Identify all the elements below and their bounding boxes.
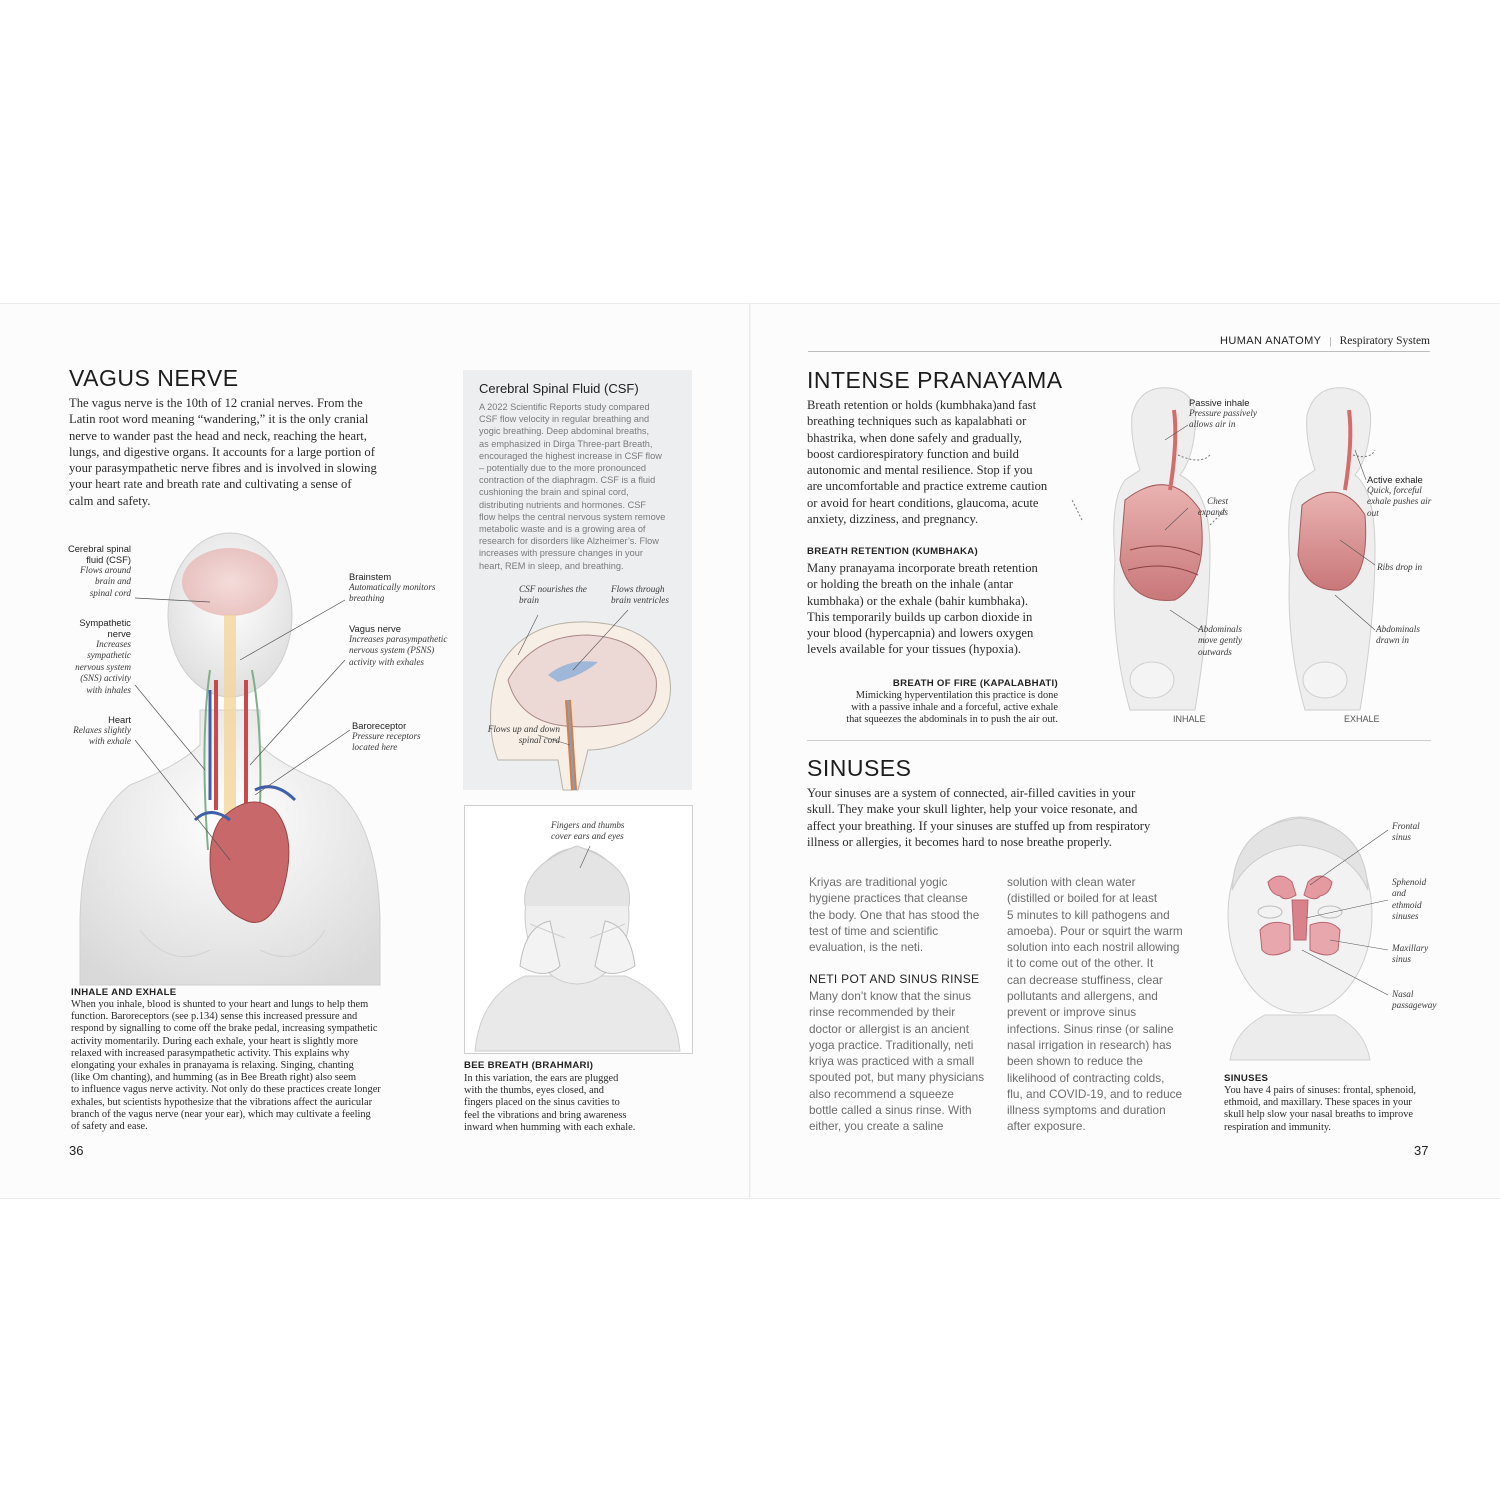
header-divider: | [1329, 335, 1332, 347]
label-csf-nourishes: CSF nourishes the brain [519, 584, 587, 606]
label-abdominals-out: Abdominals move gently outwards [1198, 624, 1243, 657]
inhale-exhale-body: When you inhale, blood is shunted to your heart and lungs to help them function. Baroreceptors (see p.134) sense this increased pressure and respond by signalling to come off the brake pedal, increasing sympathetic activity momentarily. During each exhale, your heart is slightly more relaxed with increased parasympathetic activity. This explains why elongating your exhales in pranayama is relaxing. Singing, chanting (like Om chanting), and humming (as in Bee Breath right) also seem to influence vagus nerve activity. Not only do these practices create longer exhales, but scientists hypothesize that the vibrations affect the auricular branch of the vagus nerve (near your ear), which may cultivate a feeling of safety and ease. [71, 999, 381, 1133]
header-subsection: Respiratory System [1339, 335, 1430, 347]
csf-box-title: Cerebral Spinal Fluid (CSF) [479, 381, 639, 396]
label-brainstem: Brainstem Automatically monitors breathing [349, 571, 436, 604]
sinuses-col2: solution with clean water (distilled or boiled for at least 5 minutes to kill pathogens and amoeba). Pour or squirt the warm solution into each nostril allowing it to come out of the other. It can decrease stuffiness, clear pollutants and allergens, and prevent or improve sinus infections. Sinus rinse (or saline nasal irrigation in research) has been shown to reduce the likelihood of contracting colds, flu, and COVID-19, and to reduce illness symptoms and duration after exposure. [1007, 875, 1183, 1134]
label-heart: Heart Relaxes slightly with exhale [73, 714, 131, 747]
pranayama-title: INTENSE PRANAYAMA [807, 367, 1063, 393]
page-number-left: 36 [69, 1143, 84, 1158]
bee-breath-body: In this variation, the ears are plugged with the thumbs, eyes closed, and fingers placed on the sinus cavities to feel the vibrations and bring awareness inward when humming with each exhale. [464, 1073, 636, 1133]
label-baroreceptor: Baroreceptor Pressure receptors located here [352, 720, 421, 753]
label-chest-expands: Chest expands [1197, 496, 1228, 518]
pranayama-body: Breath retention or holds (kumbhaka)and fast breathing techniques such as kapalabhati or bhastrika, when done safely and gradually, boost cardiorespiratory function and build autonomic and mental resilience. Stop if you are uncomfortable and practice extreme caution or avoid for heart conditions, glaucoma, acute anxiety, dizziness, and pregnancy. [807, 398, 1048, 527]
running-header [808, 331, 1430, 352]
label-sphenoid-ethmoid: Sphenoid and ethmoid sinuses [1392, 877, 1427, 922]
sinus-face-figure [1210, 800, 1390, 1070]
vagus-body: The vagus nerve is the 10th of 12 cranial nerves. From the Latin root word meaning “wandering,” it is the only cranial nerve to wander past the head and neck, reaching the heart, lungs, and digestive organs. It accounts for a large portion of your parasympathetic nerve fibres and is involved in slowing your heart rate and breath rate and cultivating a sense of calm and safety. [69, 396, 377, 508]
label-ribs-drop: Ribs drop in [1377, 562, 1423, 572]
sinuses-col1: Kriyas are traditional yogic hygiene practices that cleanse the body. One that has stood the test of time and scientific evaluation, is the neti. [809, 875, 980, 955]
label-brain-ventricles: Flows through brain ventricles [611, 584, 669, 606]
label-fingers-thumbs: Fingers and thumbs cover ears and eyes [551, 820, 625, 842]
sinuses-body: Your sinuses are a system of connected, air-filled cavities in your skull. They make your skull lighter, help your voice resonate, and affect your breathing. If your sinuses are stuffed up from respiratory illness or allergies, it becomes hard to nose breathe properly. [807, 786, 1151, 849]
label-nasal-passageway: Nasal passageway [1392, 989, 1437, 1011]
page-number-right: 37 [1414, 1143, 1429, 1158]
label-spinal-cord: Flows up and down spinal cord [487, 724, 560, 746]
fire-heading: BREATH OF FIRE (KAPALABHATI) [892, 678, 1058, 689]
bee-breath-heading: BEE BREATH (BRAHMARI) [464, 1060, 594, 1071]
sinuses-title: SINUSES [807, 755, 912, 781]
csf-box-body: A 2022 Scientific Reports study compared CSF flow velocity in regular breathing and yogic breathing. Deep abdominal breaths, as emphasized in Dirga Three-part Breath, encouraged the highest increase in CSF flow – potentially due to the more pronounced contraction of the diaphragm. CSF is a fluid cushioning the brain and spinal cord, distributing nutrients and hormones. CSF flow helps the central nervous system remove metabolic waste and is a growing area of research for disorders like Alzheimer’s. Flow increases with pressure changes in your heart, REM in sleep, and breathing. [479, 402, 666, 571]
book-gutter [749, 303, 751, 1197]
neti-heading: NETI POT AND SINUS RINSE [809, 972, 980, 986]
label-abdominals-in: Abdominals drawn in [1376, 624, 1420, 646]
header-section: HUMAN ANATOMY [1220, 335, 1322, 347]
section-divider [807, 740, 1431, 741]
label-vagus-nerve: Vagus nerve Increases parasympathetic nervous system (PSNS) activity with exhales [349, 623, 448, 667]
label-csf: Cerebral spinal fluid (CSF) Flows around brain and spinal cord [67, 543, 131, 598]
label-active-exhale: Active exhale Quick, forceful exhale pushes air out [1367, 474, 1432, 518]
retention-body: Many pranayama incorporate breath retention or holding the breath on the inhale (antar kumbhaka) or the exhale (bahir kumbhaka). This temporarily builds up carbon dioxide in your blood (hypercapnia) and lowers oxygen levels available for your tissues (hypoxia). [807, 561, 1038, 657]
inhale-exhale-heading: INHALE AND EXHALE [71, 987, 177, 998]
fire-body: Mimicking hyperventilation this practice is done with a passive inhale and a forceful, active exhale that squeezes the abdominals in to push the air out. [846, 690, 1058, 726]
caption-exhale: EXHALE [1344, 714, 1380, 724]
vagus-title: VAGUS NERVE [69, 365, 239, 391]
sinuses-caption-heading: SINUSES [1224, 1073, 1269, 1084]
label-maxillary-sinus: Maxillary sinus [1392, 943, 1429, 965]
retention-heading: BREATH RETENTION (KUMBHAKA) [807, 546, 979, 557]
caption-inhale: INHALE [1173, 714, 1206, 724]
label-frontal-sinus: Frontal sinus [1392, 821, 1420, 843]
label-sympathetic: Sympathetic nerve Increases sympathetic nervous system (SNS) activity with inhales [75, 617, 131, 695]
brain-csf-diagram [478, 600, 683, 790]
sinuses-col1b: Many don’t know that the sinus rinse recommended by their doctor or allergist is an ancient yoga practice. Traditionally, neti kriya was practiced with a small spouted pot, but many physicians also recommend a squeeze bottle called a sinus rinse. With either, you create a saline [809, 989, 985, 1134]
label-passive-inhale: Passive inhale Pressure passively allows air in [1189, 397, 1257, 430]
sinuses-caption-body: You have 4 pairs of sinuses: frontal, sphenoid, ethmoid, and maxillary. These spaces in your skull help slow your nasal breaths to improve respiration and immunity. [1224, 1085, 1417, 1133]
